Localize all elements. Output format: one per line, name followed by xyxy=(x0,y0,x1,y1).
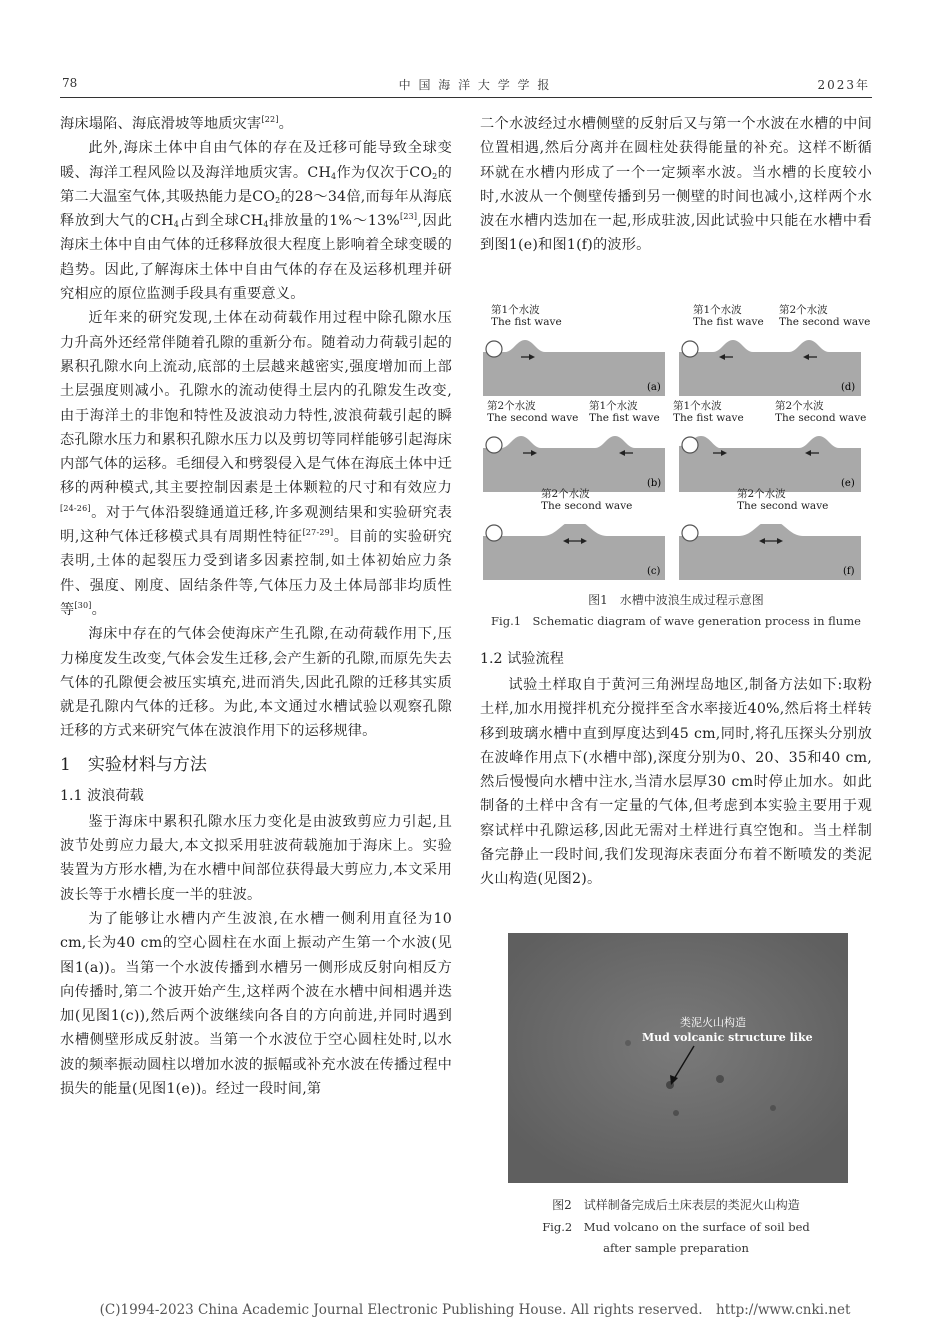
panel-label: (f) xyxy=(843,566,855,577)
first-wave-label: 第1个水波 The fist wave xyxy=(491,304,562,328)
section-heading: 1 实验材料与方法 xyxy=(60,754,207,775)
figure-2-caption-en-1: Fig.2 Mud volcano on the surface of soil bed xyxy=(542,1220,810,1234)
wave-diagram xyxy=(679,340,861,396)
paragraph: 此外,海床土体中自由气体的存在及迁移可能导致全球变暖、海洋工程风险以及海洋地质灾害。$CH_4$作为仅次于$CO_2$的第二大温室气体,其吸热能力是$CO_2$的28～34倍,而每年从海底释放到大气的$CH_4$占到全球$CH_4$排放量的1%～13%[23],因此海床土体中自由气体的迁移释放很大程度上影响着全球变暖的趋势。因此,了解海床土体中自由气体的存在及运移机理并研究相应的原位监测手段具有重要意义。 xyxy=(60,140,453,303)
mud-volcano-label-en: Mud volcanic structure like xyxy=(642,1031,813,1044)
left-column xyxy=(60,112,452,1101)
mud-volcano-illustration xyxy=(508,933,848,1183)
wave-diagram xyxy=(483,340,665,396)
panel-e xyxy=(673,396,867,489)
paragraph: 为了能够让水槽内产生波浪,在水槽一侧利用直径为10 cm,长为40 cm的空心圆柱在水面上振动产生第一个水波(见图1(a))。当第一个水波传播到水槽另一侧形成反射向相反方向传播时,第二个波开始产生,这样两个波在水槽中间相遇并迭加(见图1(c)),然后两个波继续向各自的方向前进,并同时遇到水槽侧壁形成反射波。当第一个水波位于空心圆柱处时,以水波的频率振动圆柱以增加水波的振幅或补充水波在传播过程中损失的能量(见图1(e))。经过一段时间,第 xyxy=(60,910,452,1097)
second-wave-label: 第2个水波 The second wave xyxy=(541,488,633,512)
panel-label: (b) xyxy=(647,478,662,489)
paragraph: 试验土样取自于黄河三角洲埕岛地区,制备方法如下:取粉土样,加水用搅拌机充分搅拌至含水率接近40%,然后将土样转移到玻璃水槽中直到厚度达到45 cm,同时,将孔压探头分别放在波峰作用点下(水槽中部),深度分别为0、20、35和40 cm,然后慢慢向水槽中注水,当清水层厚30 cm时停止加水。如此制备的土样中含有一定量的气体,但考虑到本实验主要用于观察试样中孔隙运移,因此无需对土样进行真空饱和。当土样制备完静止一段时间,我们发现海床表面分布着不断喷发的类泥火山构造(见图2)。 xyxy=(480,677,872,888)
citation: [22] xyxy=(261,115,279,124)
subsection-heading: 1.1 波浪荷载 xyxy=(60,787,144,804)
wave-diagram xyxy=(679,524,861,580)
paragraph: 海床塌陷、海底滑坡等地质灾害[22]。 xyxy=(60,115,294,132)
panel-b xyxy=(483,396,665,489)
figure-1 xyxy=(483,300,871,584)
right-column-lower xyxy=(480,645,872,892)
panel-label: (e) xyxy=(841,478,855,489)
citation: [30] xyxy=(74,600,92,610)
first-wave-label: 第1个水波 The fist wave xyxy=(673,400,744,424)
figure-2-caption-cn: 图2 试样制备完成后土床表层的类泥火山构造 xyxy=(552,1198,800,1212)
subsection-heading: 1.2 试验流程 xyxy=(480,651,564,667)
figure-1-caption-en: Fig.1 Schematic diagram of wave generation process in flume xyxy=(491,614,861,628)
figure-1-caption-cn: 图1 水槽中波浪生成过程示意图 xyxy=(588,593,764,607)
right-column xyxy=(480,112,872,258)
panel-d xyxy=(679,300,871,393)
header-rule xyxy=(60,97,872,98)
citation: [23] xyxy=(400,212,418,222)
panel-f xyxy=(679,484,861,577)
panel-label: (d) xyxy=(841,382,856,393)
copyright-footer: (C)1994-2023 China Academic Journal Electronic Publishing House. All rights reserved. http://www.cnki.net xyxy=(99,1302,851,1318)
journal-title: 中 国 海 洋 大 学 学 报 xyxy=(398,78,552,92)
panel-label: (c) xyxy=(647,566,661,577)
citation: [24-26] xyxy=(60,503,91,513)
wave-diagram xyxy=(483,524,665,580)
second-wave-label: 第2个水波 The second wave xyxy=(775,400,867,424)
first-wave-label: 第1个水波 The fist wave xyxy=(589,400,660,424)
mud-volcano-label-cn: 类泥火山构造 xyxy=(680,1016,746,1029)
citation: [27-29] xyxy=(302,528,334,538)
page-number: 78 xyxy=(62,76,78,90)
journal-year: 2023年 xyxy=(817,78,870,92)
figure-2-caption-en-2: after sample preparation xyxy=(603,1241,749,1255)
second-wave-label: 第2个水波 The second wave xyxy=(779,304,871,328)
paragraph: 二个水波经过水槽侧壁的反射后又与第一个水波在水槽的中间位置相遇,然后分离并在圆柱处获得能量的补充。这样不断循环就在水槽内形成了一个一定频率水波。当水槽的长度较小时,水波从一个侧壁传播到另一侧壁的时间也减小,这样两个水波在水槽内迭加在一起,形成驻波,因此试验中只能在水槽中看到图1(e)和图1(f)的波形。 xyxy=(480,116,872,254)
second-wave-label: 第2个水波 The second wave xyxy=(487,400,579,424)
second-wave-label: 第2个水波 The second wave xyxy=(737,488,829,512)
paragraph: 鉴于海床中累积孔隙水压力变化是由波致剪应力引起,且波节处剪应力最大,本文拟采用驻波荷载施加于海床上。实验装置为方形水槽,为在水槽中间部位获得最大剪应力,本文采用波长等于水槽长度一半的驻波。 xyxy=(60,813,452,903)
paragraph: 海床中存在的气体会使海床产生孔隙,在动荷载作用下,压力梯度发生改变,气体会发生迁移,会产生新的孔隙,而原先失去气体的孔隙便会被压实填充,进而消失,因此孔隙的迁移其实质就是孔隙内气体的迁移。为此,本文通过水槽试验以观察孔隙迁移的方式来研究气体在波浪作用下的运移规律。 xyxy=(60,626,452,740)
first-wave-label: 第1个水波 The fist wave xyxy=(693,304,764,328)
panel-c xyxy=(483,484,665,577)
panel-label: (a) xyxy=(647,382,661,393)
panel-a xyxy=(483,300,665,393)
paragraph: 近年来的研究发现,土体在动荷载作用过程中除孔隙水压力升高外还经常伴随着孔隙的重新分布。随着动力荷载引起的累积孔隙水向上流动,底部的土层越来越密实,强度增加而上部土层强度则减小。孔隙水的流动使得土层内的孔隙发生改变,由于海洋土的非饱和特性及波浪动力特性,波浪荷载引起的瞬态孔隙水压力和累积孔隙水压力以及剪切等同样能够引起海床内部气体的运移。毛细侵入和劈裂侵入是气体在海底土体中迁移的两种模式,其主要控制因素是土体颗粒的尺寸和有效应力[24-26]。对于气体沿裂缝通道迁移,许多观测结果和实验研究表明,这种气体迁移模式具有周期性特征[27-29]。目前的实验研究表明,土体的起裂压力受到诸多因素控制,如土体初始应力条件、强度、刚度、固结条件等,气体压力及土体局部非均质性等[30]。 xyxy=(60,310,452,618)
figure-2-photo xyxy=(508,933,848,1183)
